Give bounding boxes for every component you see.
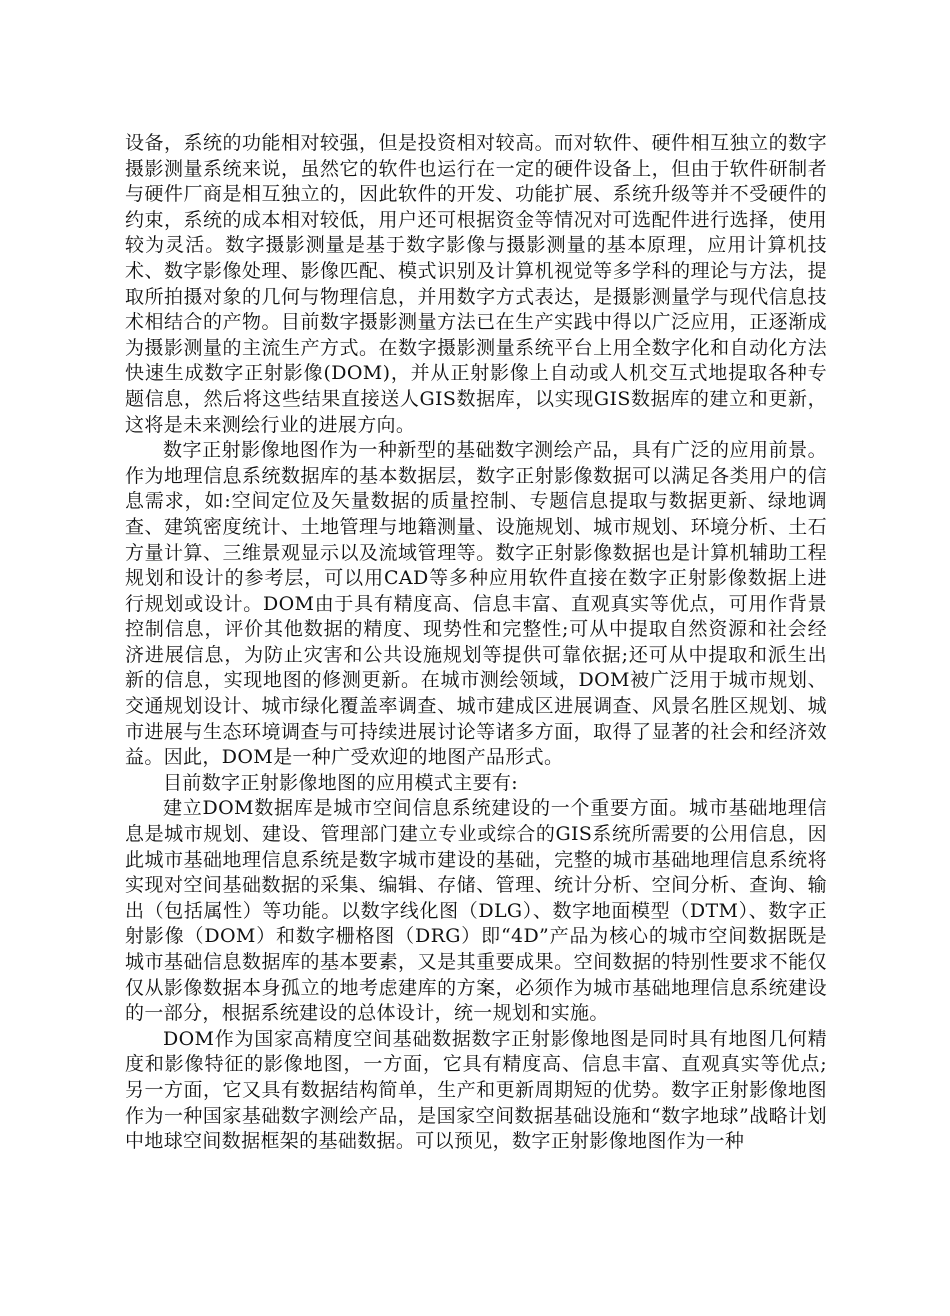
paragraph-1: 设备，系统的功能相对较强，但是投资相对较高。而对软件、硬件相互独立的数字摄影测量系统来说，虽然它的软件也运行在一定的硬件设备上，但由于软件研制者与硬件厂商是相互独立的，因此软件的开发、功能扩展、系统升级等并不受硬件的约束，系统的成本相对较低，用户还可根据资金等情况对可选配件进行选择，使用较为灵活。数字摄影测量是基于数字影像与摄影测量的基本原理，应用计算机技术、数字影像处理、影像匹配、模式识别及计算机视觉等多学科的理论与方法，提取所拍摄对象的几何与物理信息，并用数字方式表达，是摄影测量学与现代信息技术相结合的产物。目前数字摄影测量方法已在生产实践中得以广泛应用，正逐渐成为摄影测量的主流生产方式。在数字摄影测量系统平台上用全数字化和自动化方法快速生成数字正射影像(DOM)，并从正射影像上自动或人机交互式地提取各种专题信息，然后将这些结果直接送人GIS数据库，以实现GIS数据库的建立和更新，这将是未来测绘行业的进展方向。 xyxy=(125,132,827,436)
paragraph-2: 数字正射影像地图作为一种新型的基础数字测绘产品，具有广泛的应用前景。作为地理信息系统数据库的基本数据层，数字正射影像数据可以满足各类用户的信息需求，如:空间定位及矢量数据的质量控制、专题信息提取与数据更新、绿地调查、建筑密度统计、土地管理与地籍测量、设施规划、城市规划、环境分析、土石方量计算、三维景观显示以及流域管理等。数字正射影像数据也是计算机辅助工程规划和设计的参考层，可以用CAD等多种应用软件直接在数字正射影像数据上进行规划或设计。DOM由于具有精度高、信息丰富、直观真实等优点，可用作背景控制信息，评价其他数据的精度、现势性和完整性;可从中提取自然资源和社会经济进展信息，为防止灾害和公共设施规划等提供可靠依据;还可从中提取和派生出新的信息，实现地图的修测更新。在城市测绘领域，DOM被广泛用于城市规划、交通规划设计、城市绿化覆盖率调查、城市建成区进展调查、风景名胜区规划、城市进展与生态环境调查与可持续进展讨论等诸多方面，取得了显著的社会和经济效益。因此，DOM是一种广受欢迎的地图产品形式。 xyxy=(125,439,827,769)
document-body xyxy=(125,131,827,1155)
paragraph-4: 建立DOM数据库是城市空间信息系统建设的一个重要方面。城市基础地理信息是城市规划、建设、管理部门建立专业或综合的GIS系统所需要的公用信息，因此城市基础地理信息系统是数字城市建设的基础，完整的城市基础地理信息系统将实现对空间基础数据的采集、编辑、存储、管理、统计分析、空间分析、查询、输出（包括属性）等功能。以数字线化图（DLG）、数字地面模型（DTM）、数字正射影像（DOM）和数字栅格图（DRG）即“4D”产品为核心的城市空间数据既是城市基础信息数据库的基本要素，又是其重要成果。空间数据的特别性要求不能仅仅从影像数据本身孤立的地考虑建库的方案，必须作为城市基础地理信息系统建设的一部分，根据系统建设的总体设计，统一规划和实施。 xyxy=(125,797,827,1025)
paragraph-3: 目前数字正射影像地图的应用模式主要有: xyxy=(163,771,519,794)
paragraph-5: DOM作为国家高精度空间基础数据数字正射影像地图是同时具有地图几何精度和影像特征的影像地图，一方面，它具有精度高、信息丰富、直观真实等优点;另一方面，它又具有数据结构简单，生产和更新周期短的优势。数字正射影像地图作为一种国家基础数字测绘产品，是国家空间数据基础设施和“数字地球”战略计划中地球空间数据框架的基础数据。可以预见，数字正射影像地图作为一种 xyxy=(125,1027,827,1153)
